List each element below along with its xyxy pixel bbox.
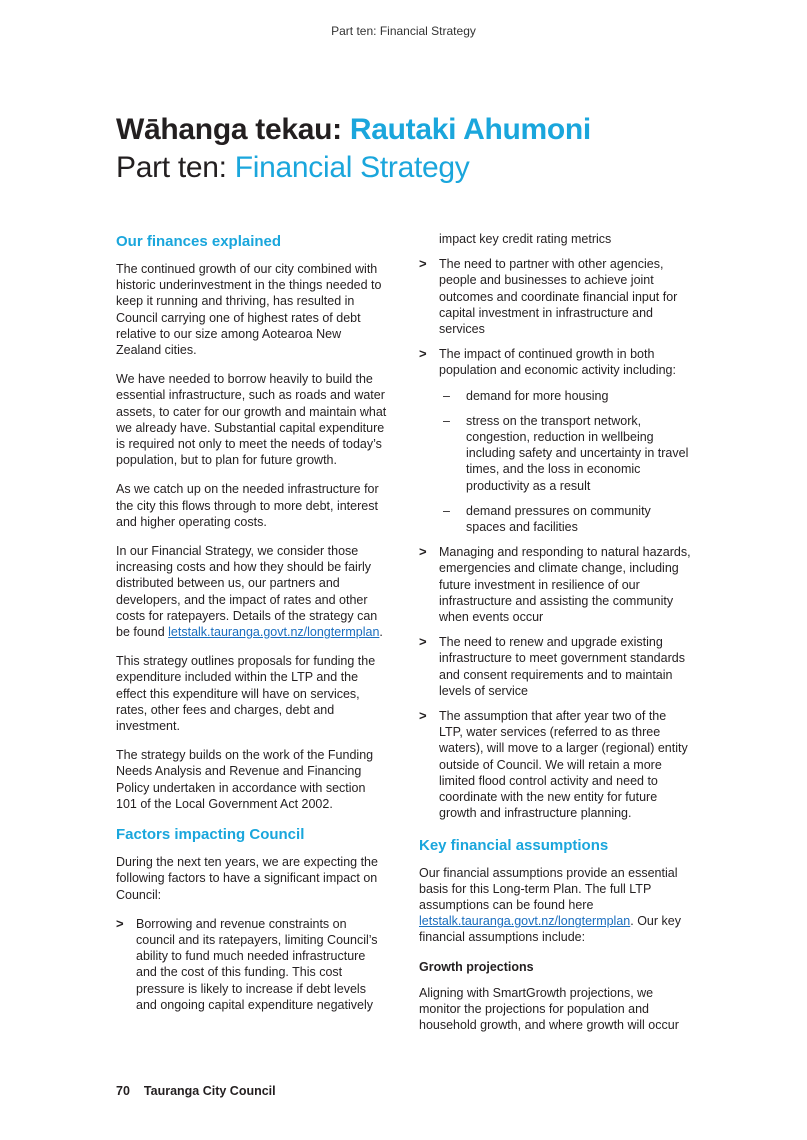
chevron-bullet: >: [116, 915, 124, 931]
paragraph: [116, 543, 388, 640]
list-item: [439, 388, 691, 404]
paragraph-end: .: [379, 625, 383, 640]
title-maori-prefix: Wāhanga tekau:: [116, 113, 342, 146]
dash-bullet: –: [443, 503, 450, 518]
list-item-text: Managing and responding to natural hazards, emergencies and climate change, including future investment in resilience of our infrastructure and assisting the community when events occur: [439, 545, 691, 625]
chevron-bullet: >: [419, 346, 427, 362]
dash-bullet: –: [443, 413, 450, 428]
list-item-text: The need to renew and upgrade existing infrastructure to meet government standards and consent requirements and to maintain levels of service: [439, 635, 685, 698]
list-item: [419, 634, 691, 699]
factor-list: [116, 916, 388, 1013]
paragraph: The continued growth of our city combined with historic underinvestment in the things needed to keep it running and thriving, has resulted in Council carrying one of highest rates of debt relative to our size among Aotearoa New Zealand cities.: [116, 262, 382, 358]
left-column: [116, 232, 388, 1022]
paragraph: During the next ten years, we are expecting the following factors to have a significant impact on Council:: [116, 855, 378, 902]
title-english-accent: Financial Strategy: [234, 151, 470, 184]
subheading-growth-projections: Growth projections: [419, 959, 534, 974]
list-item-text: stress on the transport network, congestion, reduction in wellbeing including safety and uncertainty in travel times, and the loss in economic productivity as a result: [466, 413, 689, 493]
heading-key-assumptions: Key financial assumptions: [419, 836, 609, 854]
list-item-text: The need to partner with other agencies, people and businesses to achieve joint outcomes and coordinate financial input for capital investment in infrastructure and services: [439, 257, 678, 337]
list-item: [439, 413, 691, 494]
paragraph-text: In our Financial Strategy, we consider those increasing costs and how they should be fairly distributed between us, our partners and developers, and the impact of rates and other costs for ratepayers. Details of the strategy can be found: [116, 544, 378, 640]
dash-bullet: –: [443, 388, 450, 403]
list-item-text: The impact of continued growth in both population and economic activity including:: [439, 347, 676, 378]
list-item: [439, 503, 691, 535]
heading-factors-impacting: Factors impacting Council: [116, 826, 305, 844]
list-item-text: impact key credit rating metrics: [439, 232, 612, 246]
list-item-text: demand pressures on community spaces and facilities: [466, 503, 651, 535]
paragraph: [419, 865, 691, 946]
list-item: [419, 231, 691, 247]
factor-list-continued: [419, 231, 691, 822]
chevron-bullet: >: [419, 256, 427, 272]
title-maori-accent: Rautaki Ahumoni: [349, 113, 591, 146]
list-item: [419, 256, 691, 337]
list-item: [116, 916, 388, 1013]
list-item: [419, 346, 691, 535]
paragraph: The strategy builds on the work of the Funding Needs Analysis and Revenue and Financing Policy undertaken in accordance with section 101 of the Local Government Act 2002.: [116, 748, 374, 811]
page-title: [116, 111, 736, 187]
longtermplan-link[interactable]: letstalk.tauranga.govt.nz/longtermplan: [168, 625, 380, 640]
paragraph-end: . Our key financial assumptions include:: [419, 914, 681, 945]
list-item-text: Borrowing and revenue constraints on council and its ratepayers, limiting Council’s ability to fund much needed infrastructure and the cost of this funding. This cost pressure is likely to increase if debt levels and ongoing capital expenditure negatively: [136, 916, 378, 1012]
growth-impact-list: [439, 388, 691, 536]
chevron-bullet: >: [419, 634, 427, 650]
longtermplan-link[interactable]: letstalk.tauranga.govt.nz/longtermplan: [419, 914, 631, 929]
title-maori: [116, 111, 736, 149]
list-item: [419, 708, 691, 821]
heading-our-finances: Our finances explained: [116, 233, 282, 250]
footer-org: Tauranga City Council: [143, 1084, 276, 1098]
chevron-bullet: >: [419, 708, 427, 724]
paragraph-text: Our financial assumptions provide an essential basis for this Long-term Plan. The full LTP assumptions can be found here: [419, 865, 678, 912]
list-item: [419, 544, 691, 625]
title-english-prefix: Part ten:: [116, 151, 227, 184]
paragraph: Aligning with SmartGrowth projections, we monitor the projections for population and household growth, and where growth will occur: [419, 985, 679, 1032]
paragraph: This strategy outlines proposals for funding the expenditure included within the LTP and the effect this expenditure will have on services, rates, other fees and charges, debt and investment.: [116, 654, 376, 734]
page-number: 70: [116, 1084, 130, 1098]
list-item-text: demand for more housing: [466, 388, 609, 403]
paragraph: As we catch up on the needed infrastructure for the city this flows through to more debt, interest and higher operating costs.: [116, 482, 379, 529]
page-footer: [116, 1084, 276, 1098]
running-head: Part ten: Financial Strategy: [331, 24, 476, 38]
paragraph: We have needed to borrow heavily to build the essential infrastructure, such as roads and water assets, to cater for our growth and maintain what we already have. Substantial capital expenditure is required not only to meet the needs of today’s population, but to plan for future growth.: [116, 372, 387, 468]
list-item-text: The assumption that after year two of the LTP, water services (referred to as three waters), will move to a larger (regional) entity outside of Council. We will retain a more limited flood control activity and need to coordinate with the new entity for future growth and infrastructure planning.: [439, 709, 688, 821]
title-english: [116, 149, 736, 187]
chevron-bullet: >: [419, 544, 427, 560]
right-column: [419, 231, 691, 1046]
